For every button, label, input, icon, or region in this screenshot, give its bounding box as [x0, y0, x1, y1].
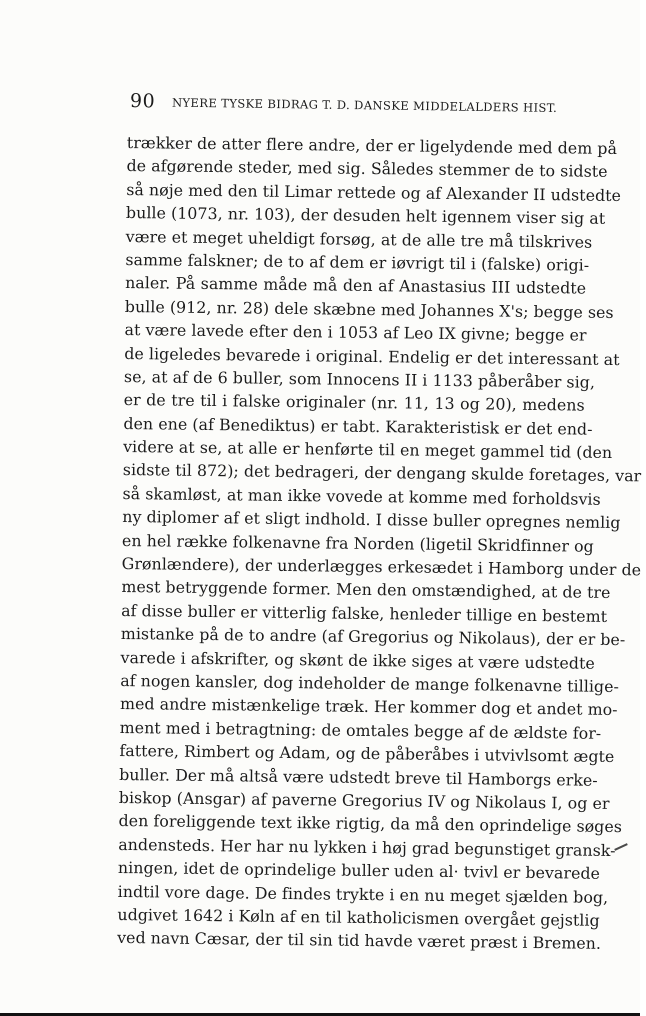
text-line: bulle (1073, nr. 103), der desuden helt igennem viser sig at [125, 203, 606, 229]
text-line: en hel række folkenavne fra Norden (ligetil Skridfinner og [121, 530, 594, 556]
text-line: at være lavede efter den i 1053 af Leo IX givne; begge er [124, 320, 587, 345]
text-line: fattere, Rimbert og Adam, og de påberåbes i utvivlsomt ægte [119, 741, 615, 767]
text-line: andensteds. Her har nu lykken i høj grad begunstiget gransk- [118, 834, 616, 860]
body-text [117, 131, 642, 955]
text-line: med andre mistænkelige træk. Her kommer dog et andet mo- [119, 694, 618, 720]
text-line: af disse buller er vitterlig falske, henleder tillige en bestemt [121, 600, 608, 626]
text-line: se, at af de 6 buller, som Innocens II i 1133 påberåber sig, [123, 366, 596, 392]
margin-pencil-mark [614, 843, 628, 851]
text-line: de ligeledes bevarede i original. Endelig er det interessant at [124, 343, 620, 369]
text-line: Grønlændere), der underlægges erkesædet i Hamborg under de [121, 553, 642, 580]
text-line: være et meget uheldigt forsøg, at de alle tre må tilskrives [125, 226, 593, 252]
text-line: udgivet 1642 i Køln af en til katholicismen overgået gejstlig [117, 904, 600, 930]
text-line: ved navn Cæsar, der til sin tid havde været præst i Bremen. [117, 928, 602, 954]
text-line: ment med i betragtning: de omtales begge af de ældste for- [119, 717, 602, 743]
text-line: videre at se, at alle er henførte til en meget gammel tid (den [123, 437, 613, 463]
text-line: så skamløst, at man ikke vovede at komme med forholdsvis [122, 483, 601, 509]
page-header [128, 90, 588, 120]
text-line: trækker de atter flere andre, der er ligelydende med dem på [126, 132, 618, 158]
text-line: naler. På samme måde må den af Anastasius III udstedte [125, 273, 587, 298]
text-line: sidste til 872); det bedrageri, der dengang skulde foretages, var [122, 460, 642, 486]
text-line: så nøje med den til Limar rettede og af Alexander II udstedte [126, 179, 622, 205]
running-title: NYERE TYSKE BIDRAG T. D. DANSKE MIDDELALDERS HIST. [171, 95, 558, 115]
text-line: ny diplomer af et sligt indhold. I disse buller opregnes nemlig [122, 507, 621, 533]
page-number: 90 [129, 90, 156, 113]
text-line: buller. Der må altså være udstedt breve til Hamborgs erke- [119, 764, 598, 790]
text-line: varede i afskrifter, og skønt de ikke siges at være udstedte [120, 647, 595, 673]
text-line: mest betryggende former. Men den omstændighed, at de tre [121, 577, 611, 603]
text-line: den ene (af Benediktus) er tabt. Karakteristisk er det end- [123, 413, 593, 439]
text-line: samme falskner; de to af dem er iøvrigt til i (falske) origi- [125, 249, 590, 275]
text-line: de afgørende steder, med sig. Således stemmer de to sidste [126, 156, 608, 182]
text-line: indtil vore dage. De findes trykte i en nu meget sjælden bog, [117, 881, 609, 907]
text-line: af nogen kansler, dog indeholder de mange folkenavne tillige- [120, 670, 620, 697]
text-line: bulle (912, nr. 28) dele skæbne med Johannes X's; begge ses [124, 296, 614, 322]
text-line: er de tre til i falske originaler (nr. 11, 13 og 20), medens [123, 390, 585, 415]
text-line: biskop (Ansgar) af paverne Gregorius IV og Nikolaus I, og er [118, 787, 610, 813]
text-line: den foreliggende text ikke rigtig, da må den oprindelige søges [118, 811, 623, 837]
text-line: ningen, idet de oprindelige buller uden al· tvivl er bevarede [117, 858, 601, 883]
text-line: mistanke på de to andre (af Gregorius og Nikolaus), der er be- [120, 624, 626, 650]
